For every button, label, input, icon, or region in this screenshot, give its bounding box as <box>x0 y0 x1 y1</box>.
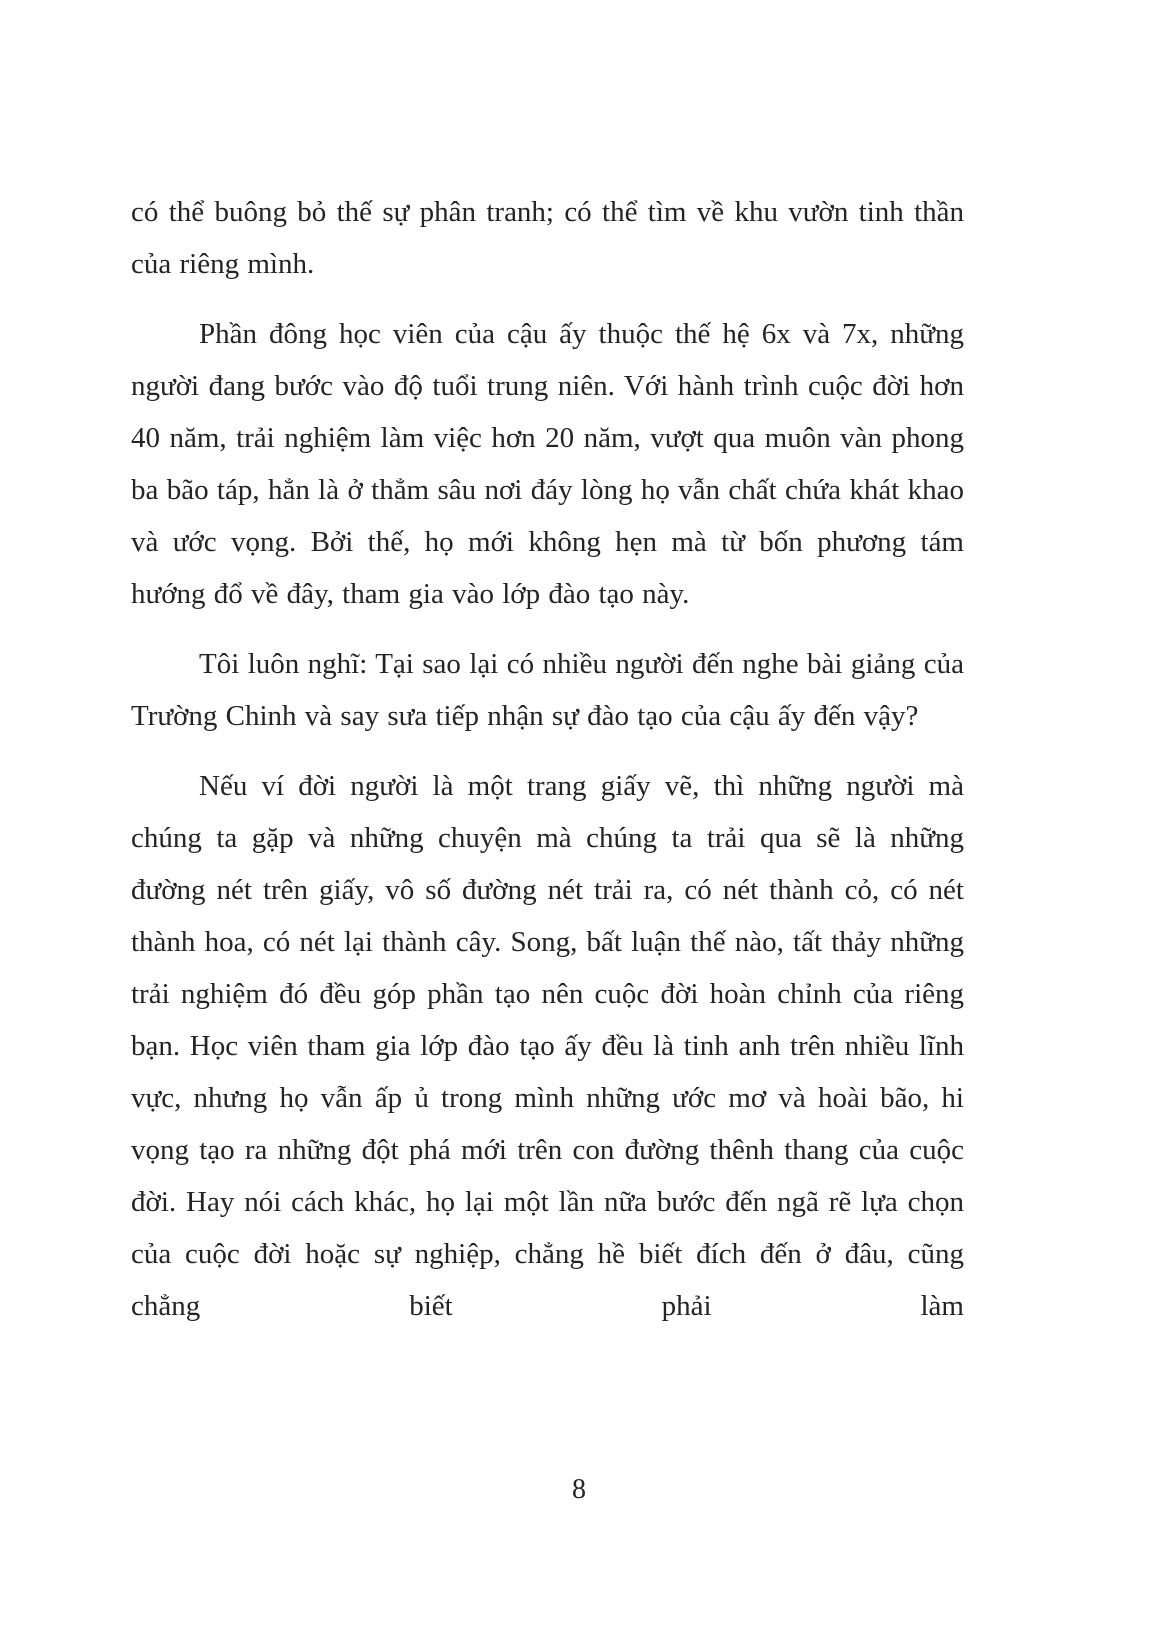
page-number: 8 <box>572 1474 586 1505</box>
paragraph: Tôi luôn nghĩ: Tại sao lại có nhiều người đến nghe bài giảng của Trường Chinh và say sưa tiếp nhận sự đào tạo của cậu ấy đến vậy? <box>131 648 964 732</box>
paragraph: Phần đông học viên của cậu ấy thuộc thế hệ 6x và 7x, những người đang bước vào độ tuổi trung niên. Với hành trình cuộc đời hơn 40 năm, trải nghiệm làm việc hơn 20 năm, vượt qua muôn vàn phong ba bão táp, hẳn là ở thẳm sâu nơi đáy lòng họ vẫn chất chứa khát khao và ước vọng. Bởi thế, họ mới không hẹn mà từ bốn phương tám hướng đổ về đây, tham gia vào lớp đào tạo này. <box>131 318 964 610</box>
page-text-block <box>131 186 964 1332</box>
paragraph: Nếu ví đời người là một trang giấy vẽ, thì những người mà chúng ta gặp và những chuyện mà chúng ta trải qua sẽ là những đường nét trên giấy, vô số đường nét trải ra, có nét thành cỏ, có nét thành hoa, có nét lại thành cây. Song, bất luận thế nào, tất thảy những trải nghiệm đó đều góp phần tạo nên cuộc đời hoàn chỉnh của riêng bạn. Học viên tham gia lớp đào tạo ấy đều là tinh anh trên nhiều lĩnh vực, nhưng họ vẫn ấp ủ trong mình những ước mơ và hoài bão, hi vọng tạo ra những đột phá mới trên con đường thênh thang của cuộc đời. Hay nói cách khác, họ lại một lần nữa bước đến ngã rẽ lựa chọn của cuộc đời hoặc sự nghiệp, chẳng hề biết đích đến ở đâu, cũng chẳng biết phải làm <box>131 770 964 1322</box>
paragraph-continuation: có thể buông bỏ thế sự phân tranh; có thể tìm về khu vườn tinh thần của riêng mình. <box>131 196 964 280</box>
